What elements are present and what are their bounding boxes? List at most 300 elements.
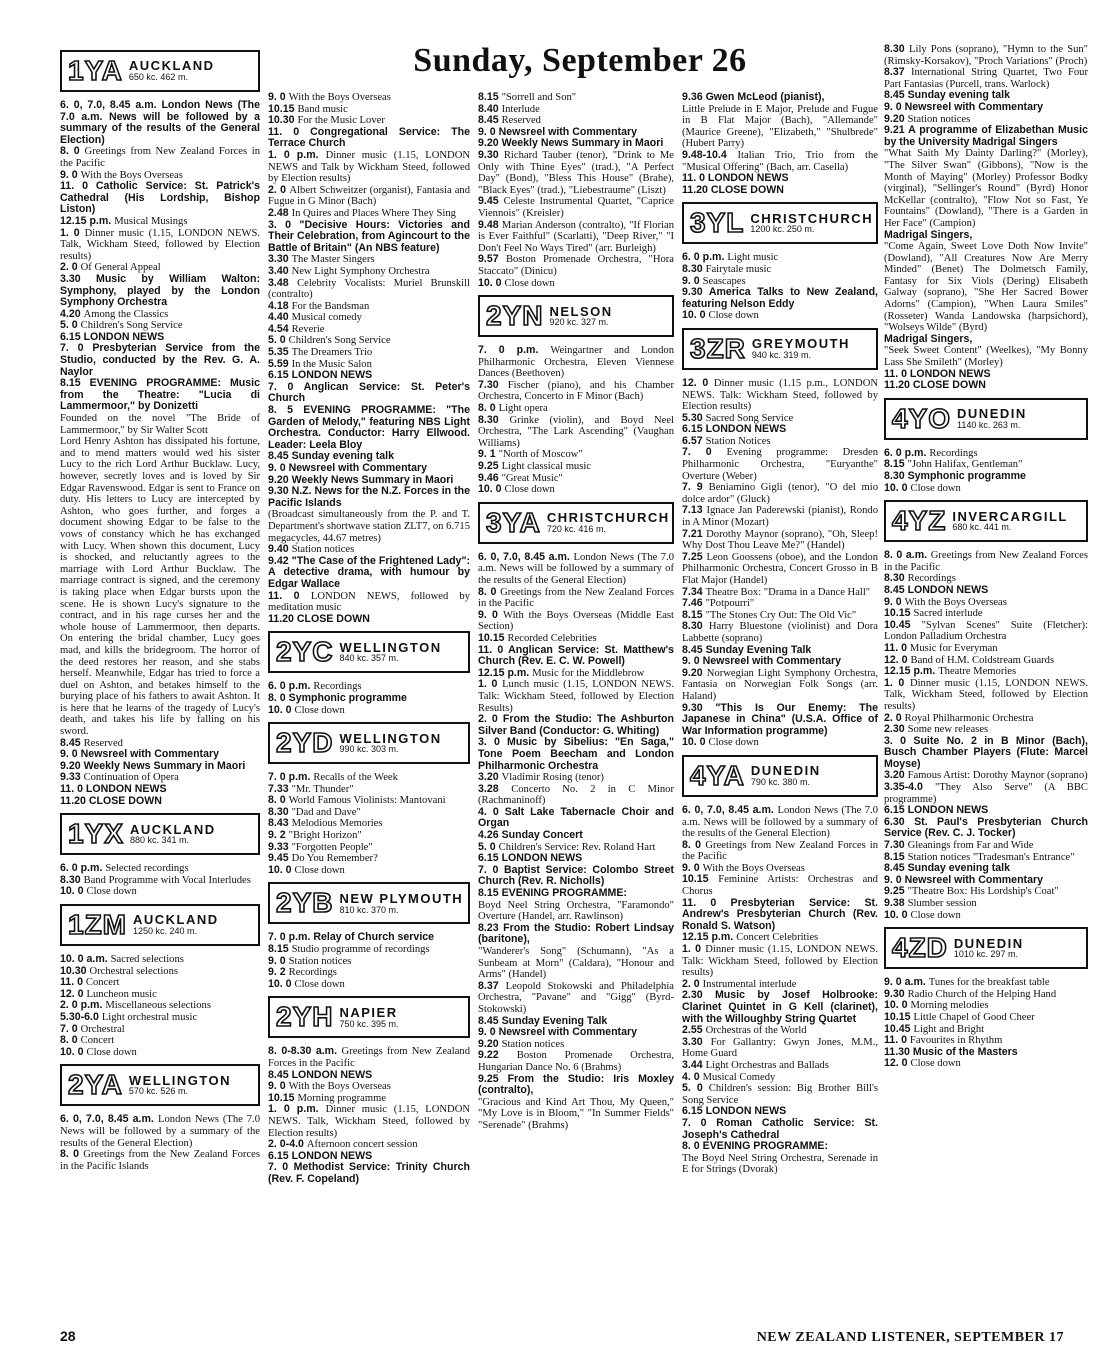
- entry-text: Light orchestral music: [101, 1011, 198, 1023]
- entry-time: 6. 0 p.m.: [60, 862, 106, 875]
- entry-time: 11.20: [884, 379, 913, 392]
- entry-time: 11. 0: [682, 172, 708, 185]
- entry-time: 3. 0: [478, 736, 508, 749]
- entry-time: 10. 0: [682, 736, 709, 749]
- entry-time: 9.20: [268, 473, 292, 486]
- entry-time: 8.23: [478, 921, 504, 934]
- entry-text: Band of H.M. Coldstream Guards: [910, 654, 1055, 666]
- entry-time: 7.13: [682, 504, 707, 517]
- programme-entry: [682, 529, 878, 552]
- station-callsign: 4YA: [690, 759, 745, 791]
- programme-entry: [268, 1046, 470, 1069]
- programme-entry: [478, 1027, 674, 1039]
- station-city: DUNEDIN: [750, 763, 821, 779]
- station-city: AUCKLAND: [128, 58, 215, 74]
- entry-text: "Theatre Box: His Lordship's Coat": [907, 886, 1059, 898]
- entry-time: 7. 0 p.m.: [268, 931, 314, 944]
- entry-text: Close down: [708, 310, 759, 322]
- entry-time: 8.15: [478, 887, 502, 900]
- programme-entry: [268, 220, 470, 255]
- station-frequency: 790 kc. 380 m.: [750, 777, 810, 787]
- station-city: NEW PLYMOUTH: [339, 890, 464, 906]
- entry-time: 11. 0: [682, 896, 731, 909]
- entry-time: 10. 0: [884, 481, 911, 494]
- programme-entry: [60, 343, 260, 378]
- programme-entry: [478, 138, 674, 150]
- entry-text: Sunday evening talk: [291, 450, 394, 463]
- entry-text: Newsreel with Commentary: [80, 748, 219, 761]
- entry-time: 8. 0: [682, 838, 706, 851]
- programme-entry: [268, 104, 470, 116]
- entry-text: Relay of Church service: [313, 931, 435, 944]
- entry-time: 4.26: [478, 829, 502, 842]
- programme-entry: [60, 886, 260, 898]
- column-4: [682, 92, 878, 1176]
- entry-time: 8.30: [60, 873, 84, 886]
- entry-time: 8. 5: [268, 404, 304, 417]
- entry-text: Music by Josef Holbrooke: Clarinet Quintet in G Kell (clarinet), with the Willoughby String Quartet: [682, 989, 878, 1025]
- programme-entry: [268, 772, 470, 784]
- programme-entry: [478, 668, 674, 680]
- programme-entry: [478, 737, 674, 772]
- programme-entry: [268, 347, 470, 359]
- entry-time: 9.25: [478, 460, 502, 473]
- entry-text: Greetings from the New Zealand Forces in the Pacific Islands: [60, 1149, 260, 1172]
- entry-time: 12. 0: [60, 987, 87, 1000]
- entry-time: 7.21: [682, 527, 707, 540]
- station-city: GREYMOUTH: [751, 336, 850, 352]
- entry-text: Recalls of the Week: [313, 772, 398, 784]
- programme-entry: [884, 875, 1088, 887]
- entry-time: 3.48: [268, 276, 298, 289]
- entry-text: Harry Bluestone (violinist) and Dora Labbette (soprano): [682, 621, 878, 644]
- entry-text: Close down: [910, 482, 961, 494]
- entry-text: Beniamino Gigli (tenor), "O del mio dolce ardor" (Gluck): [682, 482, 878, 505]
- entry-text: London News (The 7.0 a.m. News will be followed by a summary of the results of the General Election): [478, 551, 674, 586]
- entry-time: 9.21: [884, 124, 909, 137]
- programme-entry: [268, 932, 470, 944]
- programme-entry: [884, 334, 1088, 346]
- entry-time: 8.43: [268, 817, 292, 830]
- programme-entry: [478, 1097, 674, 1132]
- entry-time: 12.15 p.m.: [478, 666, 533, 679]
- entry-text: Greetings from New Zealand Forces in the Pacific: [268, 1046, 470, 1069]
- entry-time: 11. 0: [268, 589, 311, 602]
- entry-text: Newsreel with Commentary: [288, 462, 427, 474]
- station-frequency: 990 kc. 303 m.: [339, 744, 399, 755]
- entry-text: Newsreel with Commentary: [904, 873, 1043, 886]
- station-city: DUNEDIN: [957, 406, 1027, 422]
- entry-time: 9. 0: [884, 873, 905, 886]
- programme-entry: [268, 312, 470, 324]
- station-callsign: 2YD: [276, 727, 334, 759]
- entry-time: 10. 0: [60, 1045, 87, 1058]
- entry-text: N.Z. News for the N.Z. Forces in the Pacific Islands: [268, 485, 470, 509]
- station-callsign: 2YA: [68, 1069, 123, 1101]
- programme-entry: [268, 382, 470, 405]
- entry-text: From the Studio: The Ashburton Silver Band (Conductor: G. Whiting): [478, 713, 674, 737]
- station-header: [884, 398, 1088, 440]
- entry-text: EVENING PROGRAMME:: [702, 1140, 828, 1153]
- entry-text: Close down: [504, 277, 555, 289]
- entry-text: Children's Song Service: [288, 335, 391, 347]
- programme-entry: [884, 666, 1088, 678]
- entry-text: St. Paul's Presbyterian Church Service (Rev. C. J. Tocker): [884, 815, 1088, 840]
- entry-time: 6.15: [268, 369, 292, 382]
- entry-time: 10.15: [682, 873, 719, 886]
- entry-text: Station notices: [501, 1038, 565, 1050]
- page-title: Sunday, September 26: [413, 42, 747, 79]
- entry-time: 9. 0: [60, 748, 81, 761]
- entry-text: Recordings: [313, 681, 362, 693]
- entry-text: Albert Schweitzer (organist), Fantasia and Fugue in G Minor (Bach): [268, 184, 470, 208]
- programme-entry: [884, 125, 1088, 148]
- entry-text: "North of Moscow": [498, 449, 583, 461]
- entry-time: 6. 0 p.m.: [682, 251, 728, 264]
- programme-entry: [884, 643, 1088, 655]
- entry-time: 6.15: [60, 330, 84, 343]
- programme-entry: [478, 220, 674, 255]
- entry-text: Miscellaneous selections: [105, 1000, 211, 1012]
- programme-entry: [268, 944, 470, 956]
- programme-entry: [884, 230, 1088, 242]
- entry-text: Reverie: [291, 323, 325, 335]
- programme-entry: [682, 310, 878, 322]
- entry-text: LONDON NEWS: [707, 172, 789, 185]
- entry-time: 9.33: [268, 840, 292, 853]
- programme-entry: [60, 875, 260, 887]
- entry-text: Madrigal Singers,: [884, 332, 973, 345]
- entry-time: 4. 0: [478, 805, 505, 818]
- entry-time: 6. 0, 7.0, 8.45 a.m.: [60, 1113, 159, 1126]
- station-frequency: 840 kc. 357 m.: [339, 653, 399, 664]
- entry-text: Ignace Jan Paderewski (pianist), Rondo in A Minor (Mozart): [682, 505, 878, 529]
- entry-text: Congregational Service: The Terrace Church: [268, 125, 470, 150]
- entry-time: 8.37: [884, 66, 911, 79]
- programme-entry: [884, 817, 1088, 840]
- entry-text: "Bright Horizon": [288, 830, 362, 842]
- entry-text: Close down: [910, 909, 961, 921]
- entry-time: 2. 0: [60, 261, 81, 274]
- entry-text: Anglican Service: St. Matthew's Church (Rev. E. C. W. Powell): [478, 643, 674, 668]
- programme-entry: [884, 483, 1088, 495]
- entry-time: 1. 0: [682, 943, 706, 956]
- entry-text: Orchestral selections: [89, 965, 179, 977]
- programme-entry: [268, 150, 470, 185]
- entry-text: Close down: [708, 737, 759, 749]
- entry-time: 9.30: [682, 286, 709, 299]
- entry-text: LONDON NEWS: [907, 583, 989, 596]
- entry-text: CLOSE DOWN: [296, 612, 370, 625]
- station-frequency: 920 kc. 327 m.: [549, 317, 609, 328]
- entry-text: "Gracious and Kind Art Thou, My Queen," "My Love is in Bloom," "In Summer Fields" "Serenade" (Brahms): [478, 1096, 674, 1131]
- entry-text: "Potpourri": [705, 598, 755, 610]
- station-city: NELSON: [549, 303, 613, 319]
- entry-time: 7.30: [884, 839, 908, 852]
- entry-time: 4.40: [268, 311, 292, 324]
- programme-entry: [60, 954, 260, 966]
- entry-time: 6.15: [478, 852, 502, 865]
- programme-entry: [682, 932, 878, 944]
- programme-entry: [478, 645, 674, 668]
- station-callsign: 2YB: [276, 887, 334, 919]
- entry-time: 11. 0: [884, 367, 910, 380]
- entry-time: 8.15: [60, 377, 90, 390]
- entry-text: Children's Song Service: [80, 320, 183, 332]
- programme-entry: [268, 1070, 470, 1082]
- entry-text: Greetings from New Zealand Forces in the Pacific: [682, 839, 878, 863]
- station-city: AUCKLAND: [133, 912, 219, 928]
- programme-entry: [60, 181, 260, 216]
- station-frequency: 650 kc. 462 m.: [128, 72, 188, 83]
- station-city: CHRISTCHURCH: [750, 210, 874, 226]
- programme-entry: [268, 486, 470, 509]
- programme-entry: [268, 1104, 470, 1139]
- programme-entry: [478, 900, 674, 923]
- entry-text: Gwen McLeod (pianist),: [705, 92, 825, 103]
- entry-text: Close down: [504, 484, 555, 496]
- entry-text: Lord Henry Ashton has dissipated his fortune, and to mend matters would wed his sister Lucy to the rich Lord Arthur Bucklaw. Lucy, however, secretly loves and is loved by Sir Edgar Ravenswood. Edgar is sent to France on duty. His letters to Lucy are intercepted by Ashton, who goes further, and forges a document showing Edgar to be false to the vows of constancy which he has exchanged with Lucy. When shown this document, Lucy is shocked, and reluctantly agrees to the marriage with Lord Arthur Bucklaw. The marriage contract is signed, and the ceremony is taking place when Edgar bursts upon the scene. He is shown Lucy's signature to the contract, and in his rage curses her and the whole house of Lammermoor, then departs. On entering the bridal chamber, Lucy goes mad, and kills the bridegroom. The horror of the deed restores her reason, and she stabs herself. Meanwhile, Edgar has tried to force a duel on Ashton, and betakes himself to the burying place of his fathers to await Ashton. It is here that he learns of the tragedy of Lucy's death, and takes his life by falling on his sword.: [60, 436, 260, 738]
- programme-entry: [60, 1114, 260, 1149]
- programme-entry: [478, 150, 674, 196]
- programme-entry: [268, 956, 470, 968]
- entry-text: "Decisive Hours: Victories and Their Celebration, from Agincourt to the Battle of Britain" (An NBS feature): [268, 218, 470, 254]
- entry-time: 6. 0, 7.0, 8.45 a.m.: [60, 99, 162, 111]
- entry-time: 5.59: [268, 357, 292, 370]
- programme-entry: [268, 266, 470, 278]
- entry-text: CLOSE DOWN: [88, 794, 162, 807]
- entry-text: Norwegian Light Symphony Orchestra, Fantasia on Norwegian Folk Songs (arr. Haland): [682, 667, 878, 702]
- entry-text: EVENING PROGRAMME:: [501, 887, 627, 900]
- entry-time: 10.15: [268, 102, 298, 115]
- entry-text: Close down: [910, 1058, 961, 1070]
- entry-time: 9.20: [478, 1037, 502, 1050]
- entry-time: 8.30: [682, 620, 709, 633]
- station-header: [478, 502, 674, 544]
- entry-time: 9.20: [478, 137, 502, 150]
- entry-time: 9.38: [884, 897, 908, 909]
- entry-text: Light music: [727, 252, 779, 264]
- entry-time: 5. 0: [478, 840, 499, 853]
- entry-text: The Master Singers: [291, 254, 375, 266]
- programme-entry: [884, 910, 1088, 922]
- column-2: [268, 92, 470, 1186]
- entry-time: 3.44: [682, 1058, 706, 1071]
- programme-entry: [884, 597, 1088, 609]
- entry-text: Slumber session: [907, 898, 977, 909]
- entry-time: 3.30: [60, 272, 97, 285]
- entry-text: From the Studio: Robert Lindsay (baritone),: [478, 921, 674, 946]
- programme-entry: [268, 795, 470, 807]
- entry-time: 3.28: [478, 782, 512, 795]
- entry-text: Musical Comedy: [702, 1071, 776, 1083]
- programme-entry: [682, 92, 878, 104]
- station-header: [60, 904, 260, 946]
- programme-entry: [884, 840, 1088, 852]
- entry-time: 9. 0: [268, 462, 289, 474]
- entry-text: Boyd Neel String Orchestra, "Faramondo" Overture (Handel, arr. Rawlinson): [478, 899, 674, 923]
- entry-text: Music by Sibelius: "En Saga," Tone Poem Beecham and London Philharmonic Orchestra: [478, 736, 674, 772]
- entry-text: Theatre Box: "Drama in a Dance Hall": [705, 586, 871, 598]
- entry-text: LONDON NEWS: [291, 1068, 373, 1081]
- entry-text: Greetings from the New Zealand Forces in the Pacific: [478, 586, 674, 610]
- entry-text: Sunday evening talk: [907, 862, 1010, 875]
- entry-time: 12. 0: [884, 1057, 911, 1070]
- station-callsign: 2YN: [486, 300, 544, 332]
- programme-entry: [478, 473, 674, 485]
- programme-entry: [478, 981, 674, 1016]
- entry-time: 9. 0: [478, 1026, 499, 1039]
- entry-text: The Boyd Neel String Orchestra, Serenade in E for Strings (Dvorak): [682, 1152, 878, 1176]
- entry-text: Famous Artist: Dorothy Maynor (soprano): [907, 770, 1088, 782]
- entry-time: 5. 0: [682, 1082, 709, 1095]
- entry-text: Station notices: [288, 955, 352, 967]
- entry-time: 9. 1: [478, 448, 499, 461]
- entry-text: Radio Church of the Helping Hand: [907, 988, 1057, 1000]
- entry-text: "They Also Serve" (A BBC programme): [884, 782, 1088, 805]
- entry-text: Children's Service: Rev. Roland Hart: [498, 841, 656, 853]
- entry-text: EVENING PROGRAMME: Music from the Theatre: "Lucia di Lammermoor," by Donizetti: [60, 377, 260, 413]
- programme-entry: [268, 784, 470, 796]
- entry-time: 9.20: [682, 666, 707, 679]
- programme-entry: [268, 278, 470, 301]
- programme-entry: [268, 127, 470, 150]
- entry-time: 6.15: [884, 804, 908, 817]
- entry-time: 8.45: [268, 1068, 292, 1081]
- entry-text: Weekly News Summary in Maori: [501, 137, 664, 150]
- entry-text: London News (The 7.0 News will be followed by a summary of the results of the General Election): [60, 1114, 260, 1149]
- entry-text: Melodious Memories: [291, 818, 383, 830]
- entry-text: Newsreel with Commentary: [498, 1026, 637, 1039]
- programme-entry: [884, 620, 1088, 643]
- entry-time: 8.30: [478, 413, 510, 426]
- programme-entry: [60, 413, 260, 436]
- programme-entry: [268, 254, 470, 266]
- entry-text: Do You Remember?: [291, 853, 378, 865]
- entry-time: 9. 0: [268, 954, 289, 967]
- entry-text: From the Studio: Iris Moxley (contralto),: [478, 1072, 674, 1097]
- station-callsign: 3YA: [486, 506, 541, 538]
- entry-text: Reserved: [501, 115, 541, 127]
- entry-time: 8. 0: [478, 585, 501, 598]
- entry-text: Favourites in Rhythm: [909, 1035, 1003, 1047]
- entry-text: Suite No. 2 in B Minor (Bach), Busch Chamber Players (Flute: Marcel Moyse): [884, 734, 1088, 770]
- programme-entry: [682, 598, 878, 610]
- programme-entry: [884, 1047, 1088, 1059]
- station-city: CHRISTCHURCH: [546, 510, 670, 526]
- programme-entry: [682, 482, 878, 505]
- entry-time: 8.15: [478, 92, 502, 103]
- entry-text: Afternoon concert session: [306, 1139, 418, 1151]
- entry-text: A programme of Elizabethan Music by the University Madrigal Singers: [884, 124, 1088, 148]
- programme-entry: [478, 830, 674, 842]
- entry-text: Morning programme: [297, 1092, 387, 1104]
- entry-time: 7. 0: [682, 446, 727, 459]
- entry-text: Dinner music (1.15, LONDON NEWS. Talk, Wickham Steed, followed by Election results): [268, 1104, 470, 1139]
- entry-time: 12.15 p.m.: [682, 931, 737, 944]
- entry-time: 3.30: [682, 1035, 711, 1048]
- entry-text: America Talks to New Zealand, featuring Nelson Eddy: [682, 286, 878, 310]
- programme-entry: [60, 863, 260, 875]
- entry-time: 8.15: [682, 608, 706, 621]
- entry-time: 10.30: [60, 964, 90, 977]
- entry-time: 5.30-6.0: [60, 1010, 102, 1023]
- station-city: DUNEDIN: [953, 935, 1024, 951]
- entry-time: 2. 0-4.0: [268, 1138, 307, 1151]
- entry-time: 10. 0: [268, 703, 295, 716]
- entry-time: 9.36: [682, 92, 706, 103]
- entry-time: 7. 0: [268, 380, 304, 393]
- entry-time: 5.30: [682, 411, 706, 424]
- entry-text: "The Case of the Frightened Lady": A detective drama, with humour by Edgar Wallace: [268, 554, 470, 590]
- programme-entry: [682, 552, 878, 587]
- entry-time: 10. 0 a.m.: [60, 953, 111, 965]
- programme-entry: [478, 345, 674, 380]
- entry-text: Studio programme of recordings: [291, 944, 430, 956]
- programme-entry: [60, 761, 260, 773]
- column-1: [60, 44, 260, 1172]
- programme-entry: [478, 610, 674, 633]
- entry-time: 7.46: [682, 597, 706, 610]
- station-callsign: 3YL: [690, 207, 745, 239]
- entry-time: 9.30: [884, 987, 908, 1000]
- entry-time: 9. 0 a.m.: [884, 976, 929, 989]
- entry-time: 8.30: [884, 44, 910, 55]
- station-frequency: 880 kc. 341 m.: [129, 835, 189, 846]
- entry-text: New Light Symphony Orchestra: [291, 265, 430, 277]
- entry-text: For Gallantry: Gwyn Jones, M.M., Home Guard: [682, 1036, 878, 1060]
- programme-entry: [268, 818, 470, 830]
- programme-entry: [884, 736, 1088, 771]
- programme-entry: [60, 796, 260, 808]
- programme-entry: [268, 967, 470, 979]
- entry-text: Lunch music (1.15, LONDON NEWS. Talk: Wickham Steed, followed by Election Results): [478, 679, 674, 714]
- entry-time: 6. 0 p.m.: [884, 446, 930, 459]
- programme-entry: [268, 853, 470, 865]
- entry-time: 12.15 p.m.: [884, 665, 939, 678]
- entry-time: 8. 0: [268, 794, 289, 807]
- publication-footer: NEW ZEALAND LISTENER, SEPTEMBER 17: [756, 1330, 1064, 1345]
- entry-text: Little Prelude in E Major, Prelude and Fugue in B Flat Major (Bach), "Allemande" (Maurice Greene), "Elizabeth," "Shulbrede" (Hubert Parry): [682, 103, 878, 150]
- entry-text: Lily Pons (soprano), "Hymn to the Sun" (Rimsky-Korsakov), "Proch Variations" (Proch): [884, 44, 1088, 67]
- programme-entry: [884, 102, 1088, 114]
- entry-time: 4.20: [60, 307, 84, 320]
- entry-time: 9. 0: [478, 125, 499, 138]
- entry-text: Leon Goossens (oboe), and the London Philharmonic Orchestra, Concert Grosso in B Flat Major (Handel): [682, 551, 878, 586]
- entry-time: 7. 9: [682, 481, 709, 494]
- entry-text: Dinner music (1.15, LONDON NEWS. Talk: Wickham Steed, followed by Election results): [682, 944, 878, 979]
- entry-time: 11. 0: [884, 1034, 910, 1047]
- entry-text: Tunes for the breakfast table: [928, 977, 1050, 989]
- programme-entry: [884, 67, 1088, 90]
- entry-text: Close down: [86, 886, 137, 898]
- entry-text: LONDON NEWS: [291, 369, 373, 382]
- entry-text: Light opera: [498, 403, 548, 415]
- entry-text: Recorded Celebrities: [507, 632, 597, 644]
- entry-time: 11.30: [884, 1045, 913, 1058]
- programme-entry: [268, 614, 470, 626]
- entry-text: Celebrity Vocalists: Muriel Brunskill (contralto): [268, 277, 470, 301]
- entry-text: London News (The 7.0 a.m. News will be followed by a summary of the results of the General Election): [682, 804, 878, 840]
- programme-entry: [268, 92, 470, 104]
- programme-entry: [478, 92, 674, 104]
- entry-time: 9.33: [60, 771, 84, 784]
- programme-entry: [682, 703, 878, 738]
- entry-text: Dinner music (1.15, LONDON NEWS. Talk, Wickham Steed, followed by Election results): [60, 227, 260, 262]
- station-frequency: 570 kc. 526 m.: [128, 1086, 188, 1097]
- programme-entry: [682, 1118, 878, 1141]
- programme-entry: [478, 923, 674, 946]
